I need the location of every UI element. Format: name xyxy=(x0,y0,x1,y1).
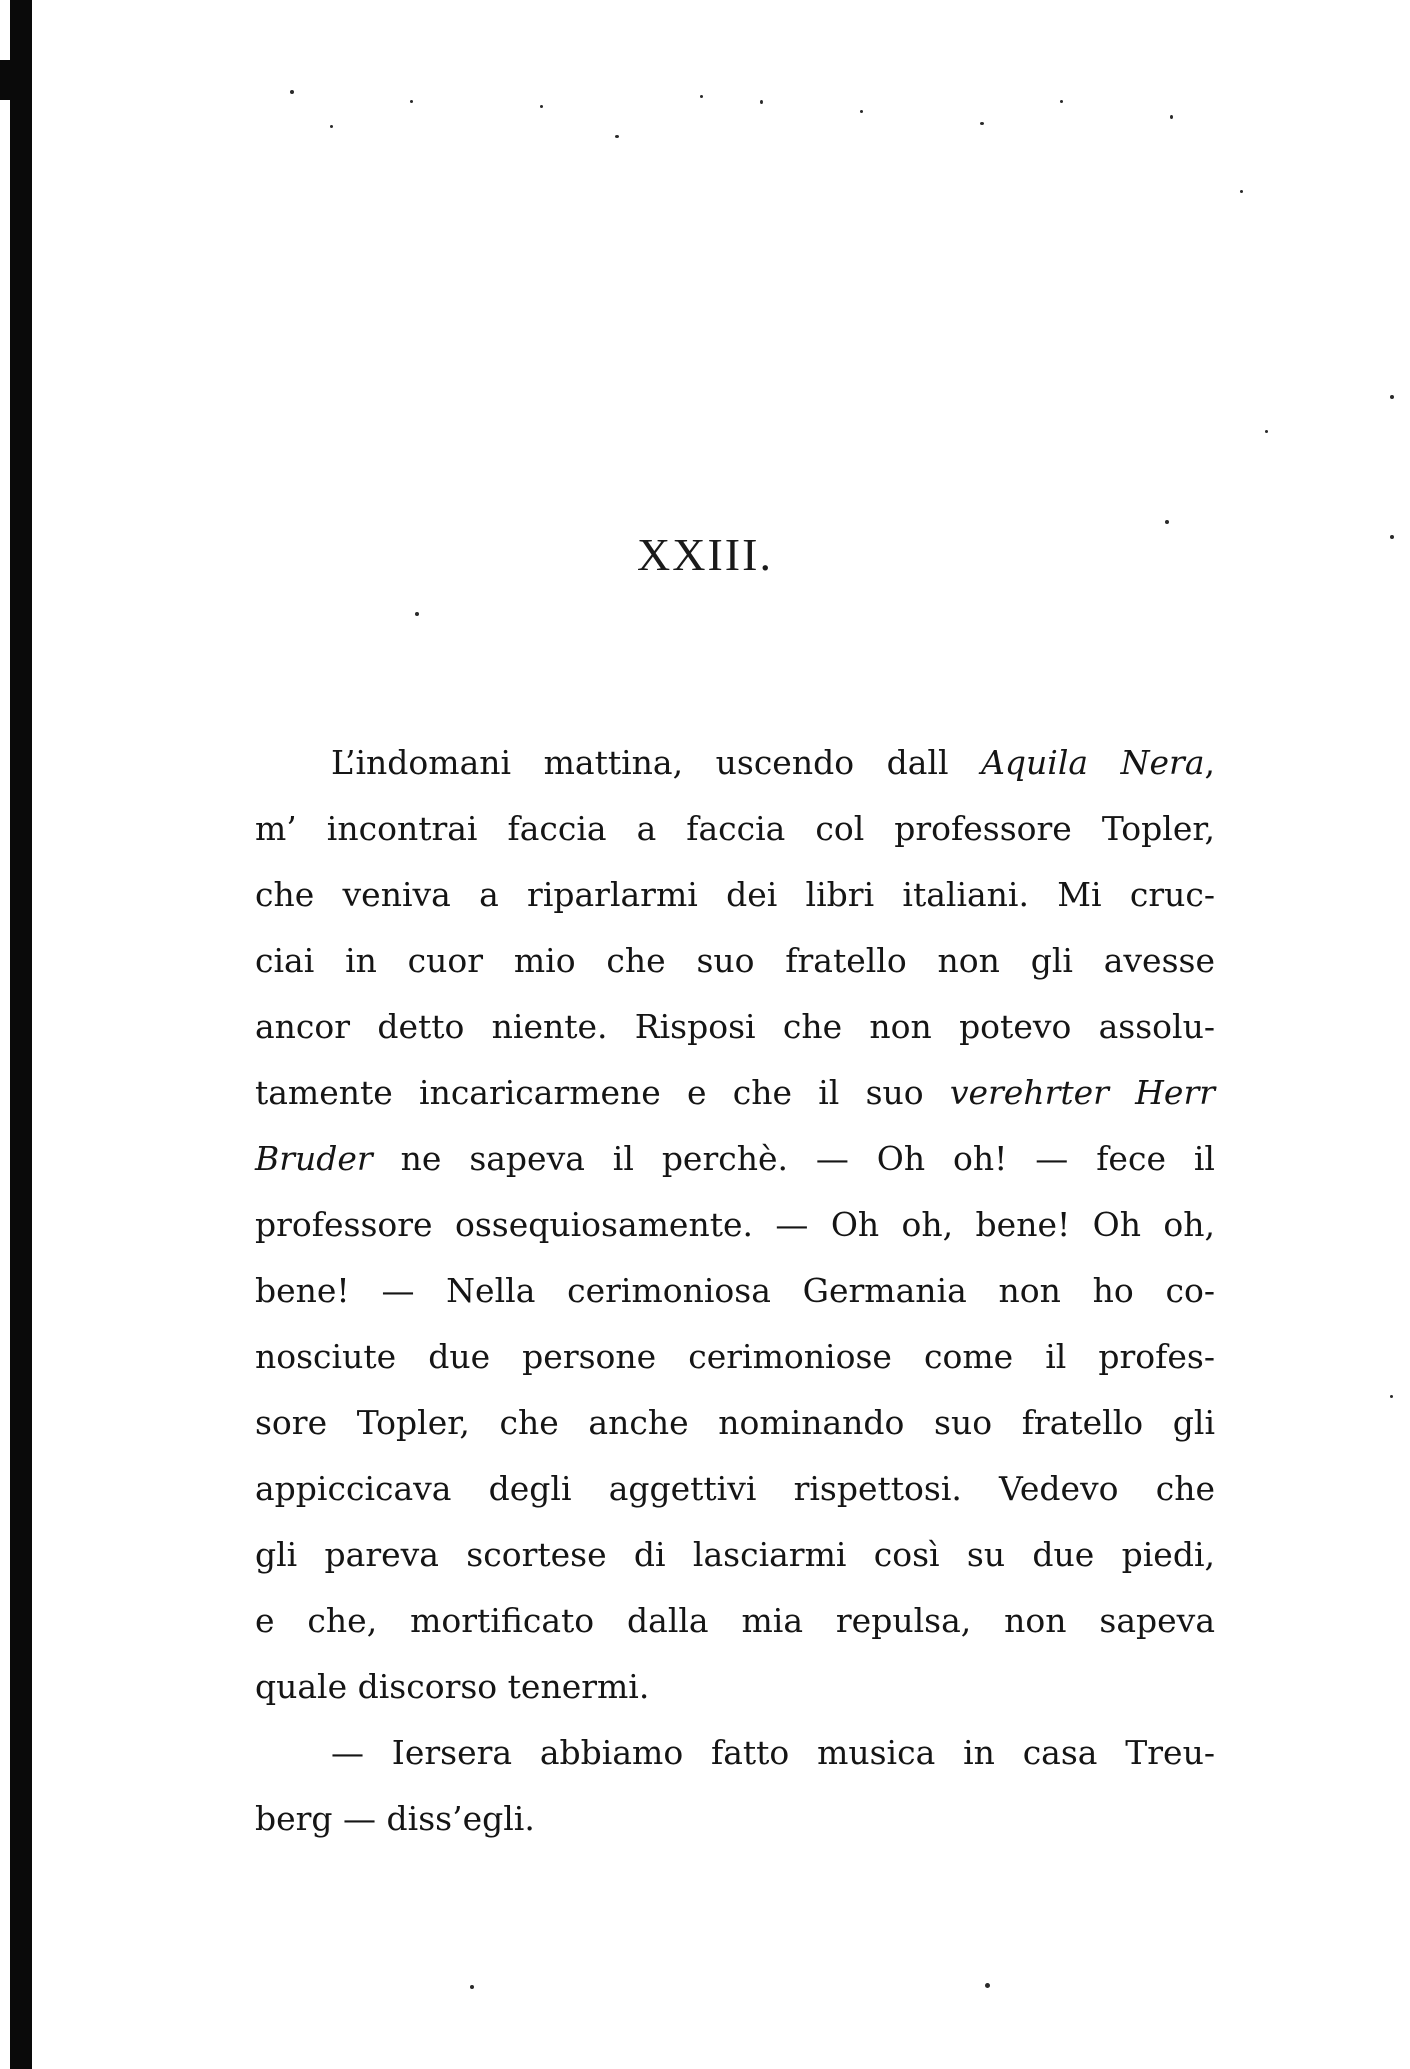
text-line: appiccicava degli aggettivi rispettosi. Vedevo che xyxy=(255,1469,1215,1508)
text-line: e che, mortificato dalla mia repulsa, non sapeva xyxy=(255,1601,1215,1640)
text-line: m’ incontrai faccia a faccia col professore Topler, xyxy=(255,809,1215,848)
body-text xyxy=(255,730,1215,1852)
scan-speck xyxy=(1265,430,1268,433)
page-binding-edge xyxy=(10,0,32,2069)
scan-speck xyxy=(330,125,333,128)
scan-speck xyxy=(700,95,703,98)
text-line: che veniva a riparlarmi dei libri italiani. Mi cruc- xyxy=(255,875,1215,914)
scan-speck xyxy=(415,612,419,616)
text-line: gli pareva scortese di lasciarmi così su due piedi, xyxy=(255,1535,1215,1574)
scan-speck xyxy=(1060,100,1063,103)
text-line: quale discorso tenermi. xyxy=(255,1667,650,1706)
scan-speck xyxy=(1240,190,1243,193)
text-line xyxy=(255,730,1215,796)
scan-speck xyxy=(470,1985,474,1989)
scan-speck xyxy=(760,100,763,104)
text-line xyxy=(255,1126,1215,1192)
text-line: professore ossequiosamente. — Oh oh, bene! Oh oh, xyxy=(255,1205,1215,1244)
scan-speck xyxy=(540,105,543,108)
scan-speck xyxy=(290,90,294,94)
text-line: ciai in cuor mio che suo fratello non gli avesse xyxy=(255,941,1215,980)
text-span: L’indomani mattina, uscendo dall xyxy=(331,743,949,782)
text-line: — Iersera abbiamo fatto musica in casa Treu- xyxy=(331,1733,1215,1772)
scan-speck xyxy=(860,110,863,113)
text-line: nosciute due persone cerimoniose come il profes- xyxy=(255,1337,1215,1376)
text-line: sore Topler, che anche nominando suo fratello gli xyxy=(255,1403,1215,1442)
text-line: ancor detto niente. Risposi che non potevo assolu- xyxy=(255,1007,1215,1046)
text-span: ne sapeva il perchè. — Oh oh! — fece il xyxy=(400,1139,1215,1178)
scan-speck xyxy=(980,122,984,125)
text-span-italic: Bruder xyxy=(255,1139,373,1178)
scan-speck xyxy=(1165,520,1169,524)
scan-speck xyxy=(985,1983,990,1988)
text-span-italic: Aquila Nera xyxy=(981,743,1205,782)
text-span-italic: verehrter Herr xyxy=(949,1073,1215,1112)
scan-speck xyxy=(1390,395,1394,399)
page-binding-notch xyxy=(0,60,12,100)
chapter-title: XXIII. xyxy=(637,529,773,580)
scan-speck xyxy=(1170,115,1173,119)
scan-speck xyxy=(1390,1395,1393,1398)
text-span: tamente incaricarmene e che il suo xyxy=(255,1073,924,1112)
text-span: , xyxy=(1204,743,1215,782)
scan-speck xyxy=(615,135,619,138)
text-line xyxy=(255,1060,1215,1126)
text-line: berg — diss’egli. xyxy=(255,1799,535,1838)
text-line: bene! — Nella cerimoniosa Germania non ho co- xyxy=(255,1271,1215,1310)
scan-speck xyxy=(410,100,413,103)
